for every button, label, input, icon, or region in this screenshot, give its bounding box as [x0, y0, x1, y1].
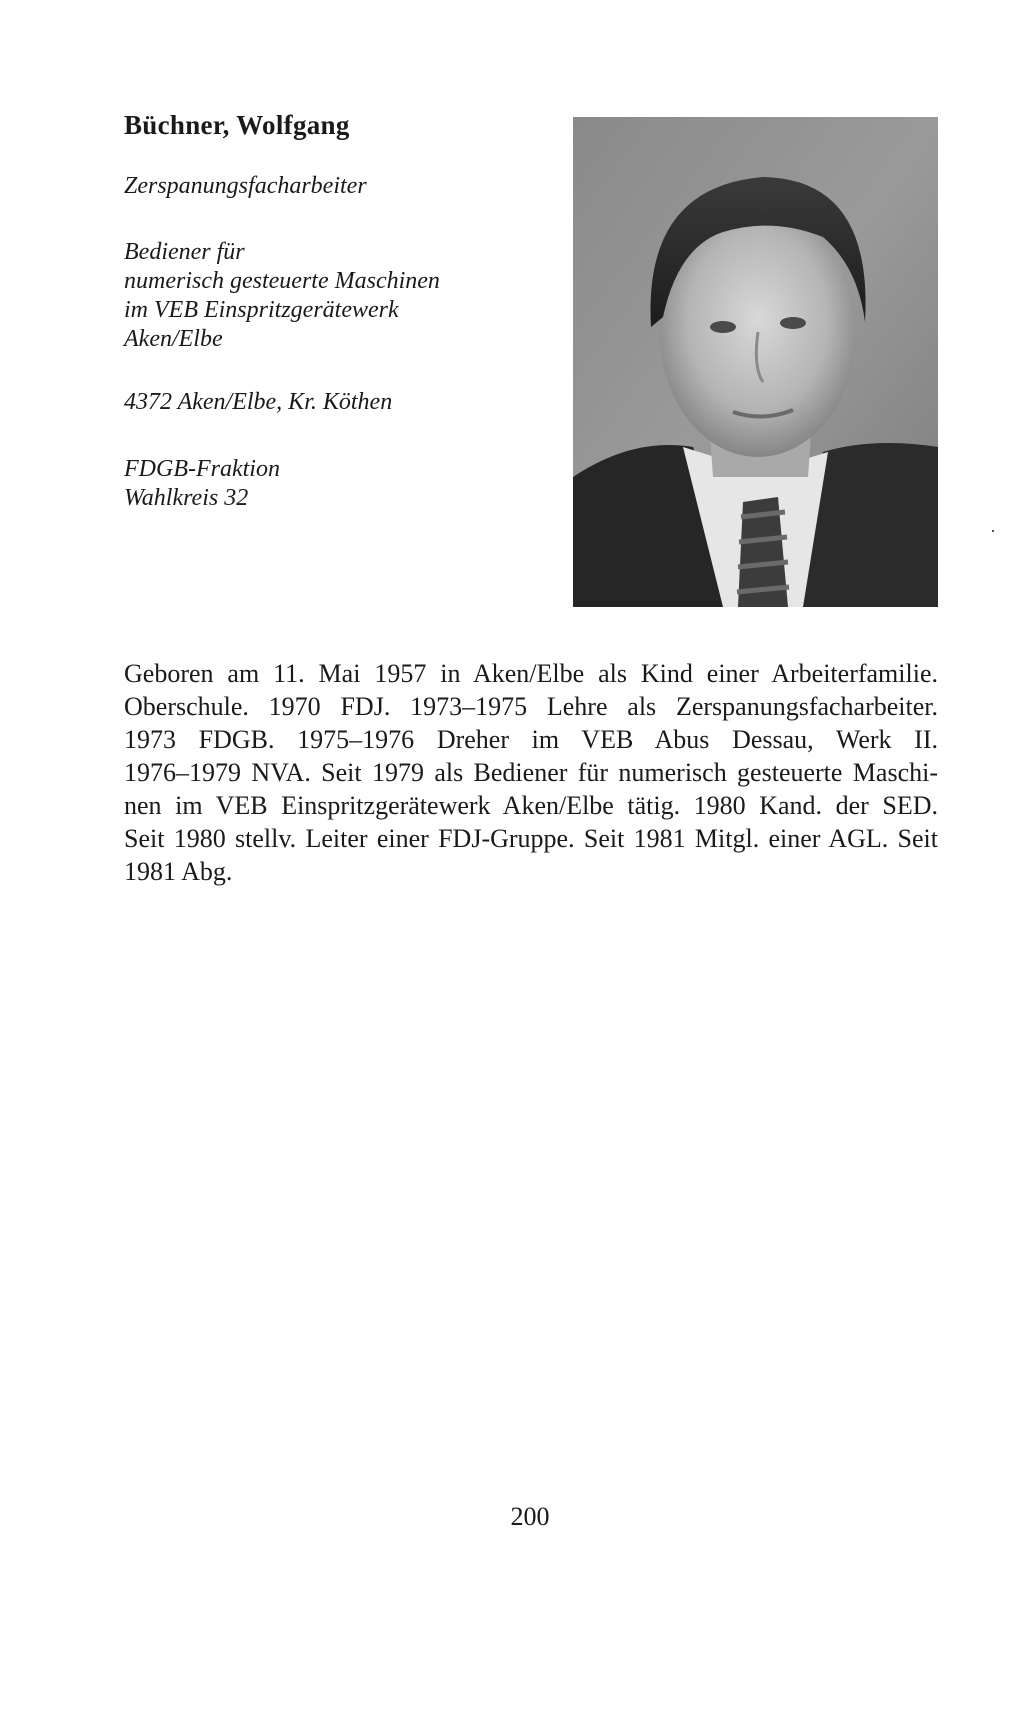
biography-line: Seit 1980 stellv. Leiter einer FDJ-Gruppe. Seit 1981 Mitgl. einer AGL. Seit	[124, 824, 938, 853]
biography	[124, 657, 938, 888]
profession-text: Zerspanungsfacharbeiter	[124, 173, 367, 199]
biography-line: nen im VEB Einspritzgerätewerk Aken/Elbe tätig. 1980 Kand. der SED.	[124, 791, 938, 820]
biography-line: 1976–1979 NVA. Seit 1979 als Bediener für numerisch gesteuerte Maschi-	[124, 758, 938, 787]
position-line: Aken/Elbe	[124, 326, 223, 352]
faction-block	[124, 455, 280, 513]
biography-line: 1981 Abg.	[124, 857, 233, 886]
address-block	[124, 388, 392, 417]
address-text: 4372 Aken/Elbe, Kr. Köthen	[124, 389, 393, 415]
portrait-photo	[573, 117, 938, 607]
page-number: 200	[510, 1502, 550, 1531]
profession	[124, 172, 367, 201]
biography-line: Oberschule. 1970 FDJ. 1973–1975 Lehre als Zerspanungsfacharbeiter.	[124, 692, 938, 721]
position-line: Bediener für	[124, 239, 245, 265]
person-name: Büchner, Wolfgang	[124, 110, 350, 140]
biography-line: Geboren am 11. Mai 1957 in Aken/Elbe als Kind einer Arbeiterfamilie.	[124, 659, 938, 688]
position-block	[124, 238, 440, 354]
faction-line: FDGB-Fraktion	[124, 456, 280, 482]
biography-line: 1973 FDGB. 1975–1976 Dreher im VEB Abus Dessau, Werk II.	[124, 725, 938, 754]
position-line: numerisch gesteuerte Maschinen	[124, 268, 440, 294]
position-line: im VEB Einspritzgerätewerk	[124, 297, 399, 323]
portrait-photo-icon	[573, 117, 938, 607]
constituency-line: Wahlkreis 32	[124, 485, 249, 511]
print-speck	[992, 530, 994, 532]
